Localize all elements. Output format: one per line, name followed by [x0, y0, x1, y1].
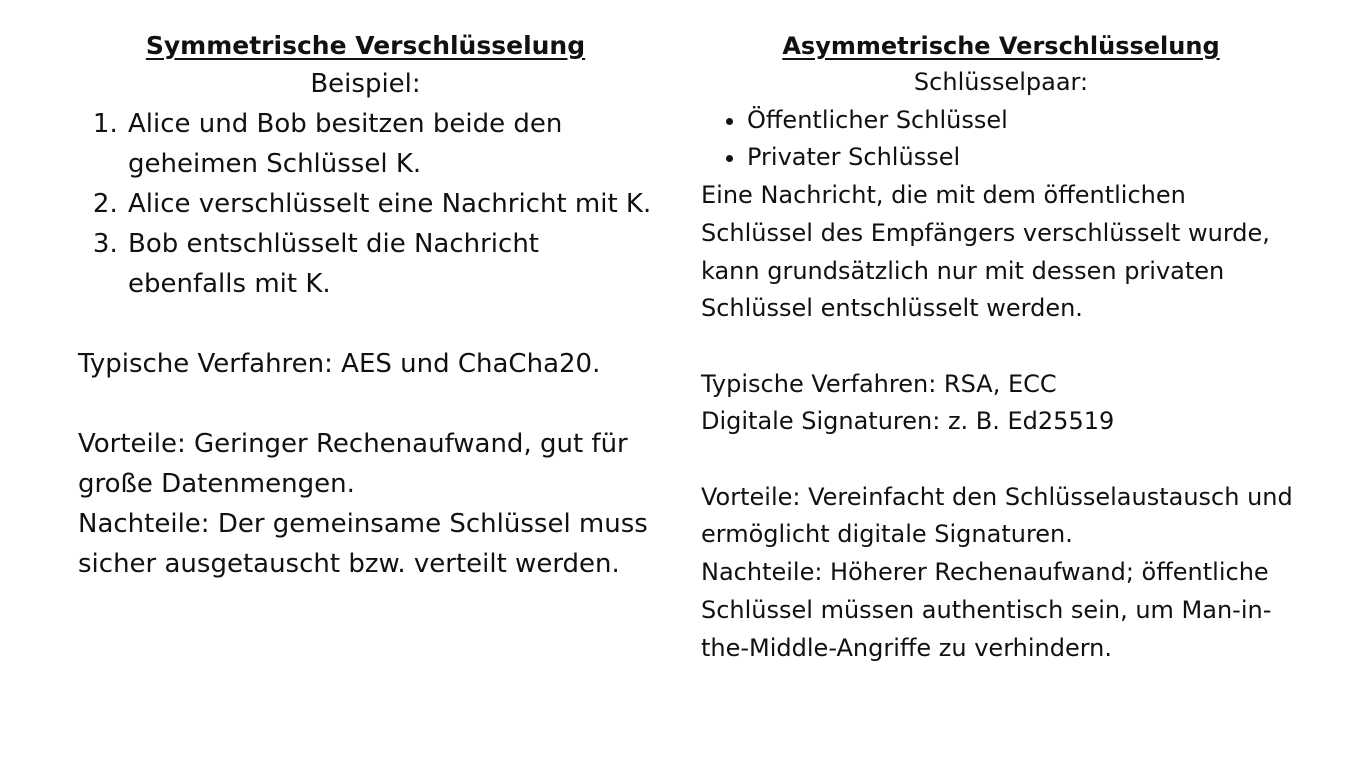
symmetric-typical-methods: Typische Verfahren: AES und ChaCha20.	[78, 349, 601, 379]
asymmetric-advantages: Vorteile: Vereinfacht den Schlüsselaustausch und ermöglicht digitale Signaturen.	[701, 482, 1293, 549]
keypair-list	[701, 102, 1301, 177]
symmetric-disadvantages: Nachteile: Der gemeinsame Schlüssel muss sicher ausgetauscht bzw. verteilt werden.	[78, 509, 648, 579]
list-item: 1. Alice und Bob besitzen beide den geheimen Schlüssel K.	[126, 104, 653, 184]
example-label: Beispiel:	[310, 69, 421, 99]
asymmetric-signatures: Digitale Signaturen: z. B. Ed25519	[701, 407, 1115, 436]
list-item: • Öffentlicher Schlüssel	[747, 102, 1301, 140]
asymmetric-typical-methods: Typische Verfahren: RSA, ECC	[701, 369, 1057, 398]
asymmetric-title: Asymmetrische Verschlüsselung	[782, 32, 1220, 60]
symmetric-column	[78, 28, 653, 584]
keypair-label: Schlüsselpaar:	[913, 68, 1089, 96]
symmetric-advantages: Vorteile: Geringer Rechenaufwand, gut für große Datenmengen.	[78, 429, 628, 499]
list-item: • Privater Schlüssel	[747, 139, 1301, 177]
asymmetric-description: Eine Nachricht, die mit dem öffentlichen Schlüssel des Empfängers verschlüsselt wurde, kann grundsätzlich nur mit dessen privaten Schlüssel entschlüsselt werden.	[701, 181, 1270, 323]
list-item: 3. Bob entschlüsselt die Nachricht ebenfalls mit K.	[126, 224, 653, 304]
asymmetric-column	[701, 28, 1301, 667]
list-item: 2. Alice verschlüsselt eine Nachricht mit K.	[126, 184, 653, 224]
symmetric-title: Symmetrische Verschlüsselung	[145, 31, 586, 60]
symmetric-steps-list	[78, 104, 653, 304]
asymmetric-disadvantages: Nachteile: Höherer Rechenaufwand; öffentliche Schlüssel müssen authentisch sein, um Man-in-the-Middle-Angriffe zu verhindern.	[701, 558, 1272, 662]
